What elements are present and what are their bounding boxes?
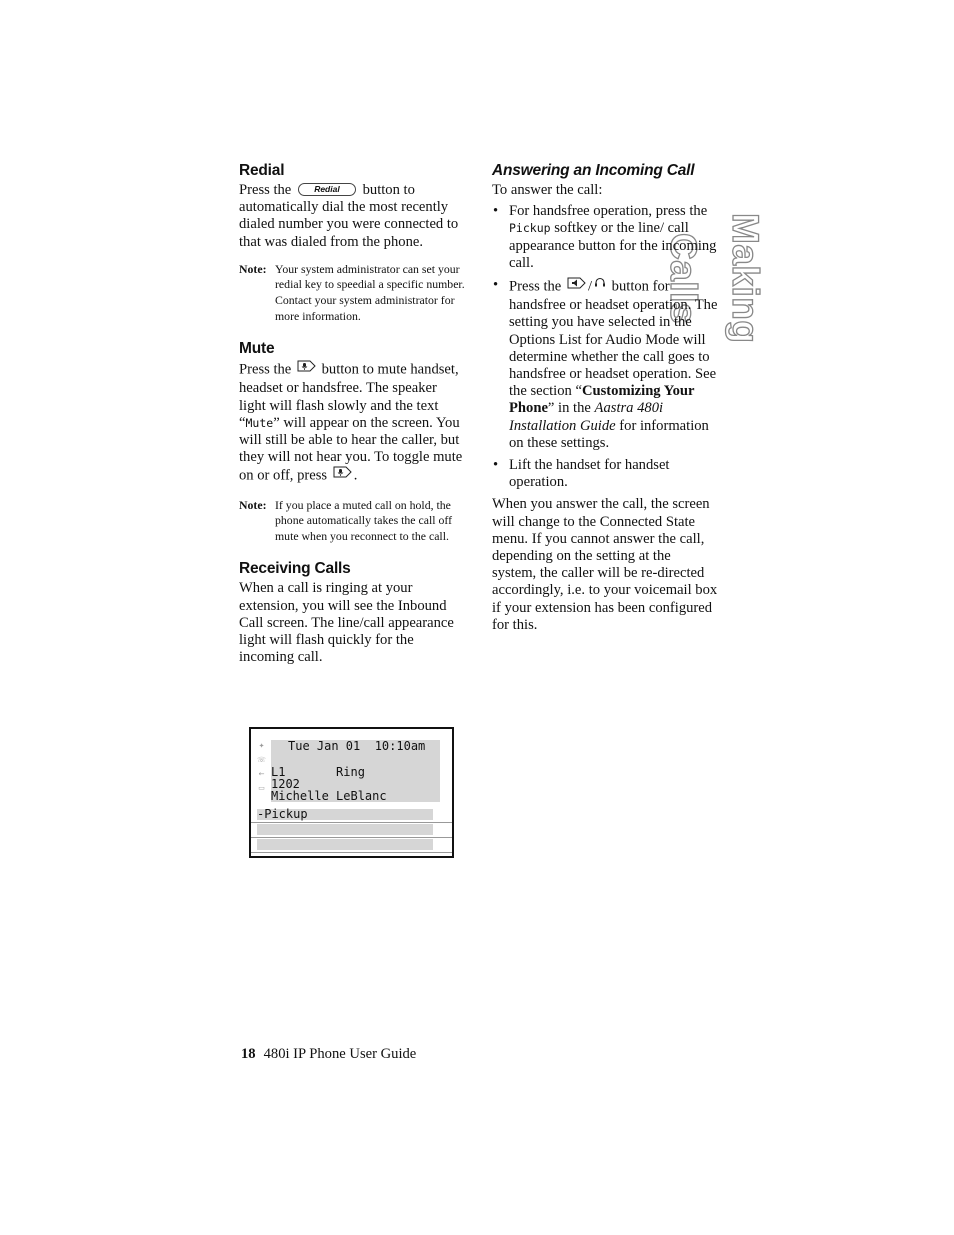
- redial-paragraph: [239, 182, 465, 251]
- lcd-datetime: Tue Jan 01 10:10am: [288, 739, 426, 753]
- lcd-softkey-bar: [257, 824, 433, 835]
- mute-display-text: Mute: [245, 415, 274, 430]
- b2-text-4: for information on these settings.: [509, 417, 709, 451]
- mute-text-2: button to mute handset, headset or handsfree. The speaker light will flash slowly and the text “: [239, 361, 459, 431]
- b2-text-3: ” in the: [547, 400, 591, 417]
- headset-icon: [594, 277, 606, 294]
- redial-note: [239, 262, 465, 324]
- phone-lcd-screen: [249, 727, 454, 858]
- lcd-status-icon: ☏: [257, 756, 266, 764]
- lcd-caller-number: 1202: [271, 777, 300, 791]
- note-label: Note:: [239, 261, 267, 276]
- answering-intro: To answer the call:: [492, 182, 603, 198]
- list-item: • Press the / button for handsfree or headset operation. The setting you have selected in the Options List for Audio Mode will determine whether the call goes to handsfree or headset operation. See the section “Customizing Your Phone” in the Aastra 480i Installation Guide for information on these settings.: [493, 277, 718, 451]
- lcd-status-icon: ✦: [258, 742, 265, 750]
- lcd-divider: [251, 822, 452, 823]
- mute-text-4: .: [353, 467, 358, 484]
- lcd-softkey-bar: [257, 839, 433, 850]
- b3-text: Lift the handset for handset operation.: [509, 457, 670, 491]
- list-item: • Lift the handset for handset operation.: [493, 457, 670, 491]
- redial-text-2: button to automatically dial the most recently dialed number you were connected to that was dialed from the phone.: [239, 182, 459, 250]
- b1-text-2: softkey or the line/ call appearance button for the incoming call.: [509, 220, 717, 271]
- b2-text-2: button for handsfree or headset operation. The setting you have selected in the Options List for Audio Mode will determine whether the call goes to handsfree or headset operation. See the section “: [509, 278, 718, 400]
- redial-key-icon: Redial: [298, 183, 356, 196]
- page-number: 18: [241, 1046, 256, 1062]
- b1-text-1: For handsfree operation, press the: [509, 203, 708, 220]
- section-side-tab: Making Calls: [663, 212, 766, 344]
- lcd-divider: [251, 837, 452, 838]
- mute-text-3: ” will appear on the screen. You will still be able to hear the caller, but they will not hear you. To toggle mute on or off, press: [239, 414, 463, 484]
- answering-heading: Answering an Incoming Call: [492, 162, 695, 179]
- list-item: • For handsfree operation, press the Pickup softkey or the line/ call appearance button for the incoming call.: [493, 203, 717, 271]
- answering-list: [492, 203, 718, 491]
- footer-title: 480i IP Phone User Guide: [263, 1046, 417, 1062]
- mute-text-1: Press the: [239, 361, 292, 378]
- mute-section: [239, 340, 465, 544]
- lcd-softkey-pickup[interactable]: -Pickup: [257, 807, 308, 821]
- left-column: [239, 162, 465, 666]
- lcd-line-status: L1 Ring: [271, 765, 365, 779]
- mute-heading: Mute: [239, 340, 275, 358]
- note-text: If you place a muted call on hold, the phone automatically takes the call off mute when you reconnect to the call.: [275, 497, 452, 543]
- redial-text-1: Press the: [239, 182, 292, 198]
- receiving-paragraph: When a call is ringing at your extension, you will see the Inbound Call screen. The line/call appearance light will flash quickly for the incoming call.: [239, 580, 454, 666]
- lcd-caller-name: Michelle LeBlanc: [271, 789, 387, 803]
- receiving-heading: Receiving Calls: [239, 560, 351, 578]
- note-text: Your system administrator can set your redial key to speedial a specific number. Contact your system administrator for more information.: [275, 261, 465, 323]
- mute-button-icon: [297, 360, 316, 377]
- b2-bold-ref: Customizing Your Phone: [509, 383, 695, 417]
- b2-text-1: Press the: [509, 278, 562, 295]
- mute-button-icon-2: [333, 466, 352, 483]
- note-label: Note:: [239, 497, 267, 512]
- b2-separator: /: [587, 278, 593, 295]
- speaker-icon: [567, 277, 586, 294]
- mute-note: [239, 498, 465, 545]
- lcd-status-icon: ▭: [258, 784, 265, 792]
- pickup-softkey-text: Pickup: [509, 221, 551, 236]
- b2-guide-ref: Aastra 480i Installation Guide: [509, 400, 664, 434]
- redial-heading: Redial: [239, 162, 285, 179]
- receiving-section: [239, 560, 465, 666]
- lcd-status-icon: ←: [258, 770, 265, 778]
- page-footer: [241, 1046, 416, 1063]
- lcd-divider: [251, 852, 452, 853]
- answering-outro: When you answer the call, the screen will change to the Connected State menu. If you cannot answer the call, depending on the setting at the system, the caller will be re-directed accordingly, i.e. to your voicemail box if your extension has been configured for this.: [492, 496, 718, 633]
- right-column: [492, 162, 718, 634]
- mute-paragraph: [239, 360, 465, 486]
